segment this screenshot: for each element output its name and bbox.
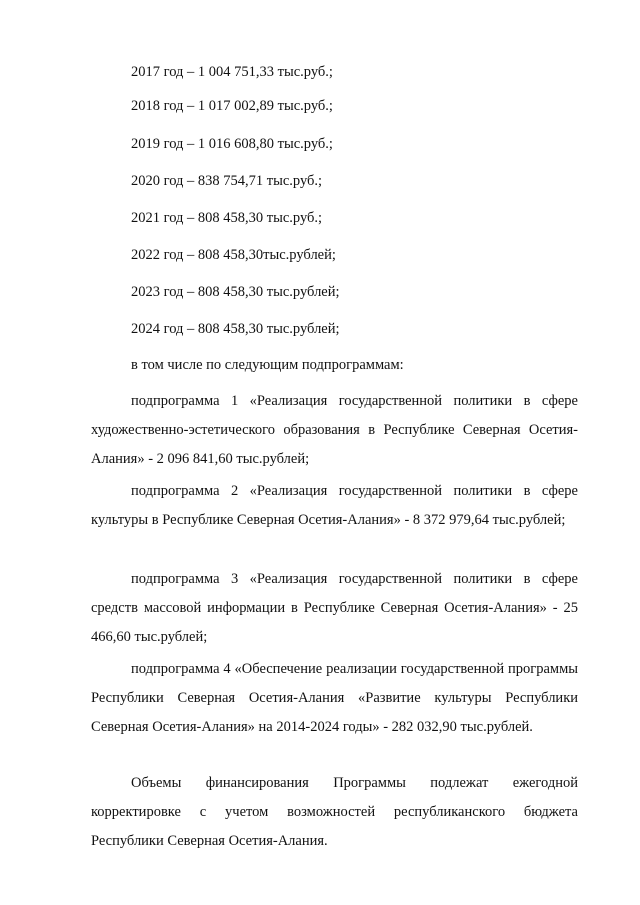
funding-year-2017: 2017 год – 1 004 751,33 тыс.руб.; xyxy=(131,64,333,80)
subprogram-1-paragraph: подпрограмма 1 «Реализация государственной политики в сфере художественно-эстетического образования в Республике Северная Осетия-Алания» - 2 096 841,60 тыс.рублей; xyxy=(91,393,578,467)
subprograms-intro: в том числе по следующим подпрограммам: xyxy=(131,357,404,373)
funding-year-2020: 2020 год – 838 754,71 тыс.руб.; xyxy=(131,173,323,189)
subprogram-2-paragraph: подпрограмма 2 «Реализация государственной политики в сфере культуры в Республике Северная Осетия-Алания» - 8 372 979,64 тыс.рублей; xyxy=(91,483,578,528)
funding-year-2021: 2021 год – 808 458,30 тыс.руб.; xyxy=(131,210,323,226)
funding-year-2024: 2024 год – 808 458,30 тыс.рублей; xyxy=(131,321,340,337)
funding-year-2023: 2023 год – 808 458,30 тыс.рублей; xyxy=(131,284,340,300)
funding-year-2022: 2022 год – 808 458,30тыс.рублей; xyxy=(131,247,336,263)
funding-year-2018: 2018 год – 1 017 002,89 тыс.руб.; xyxy=(131,98,333,114)
closing-paragraph: Объемы финансирования Программы подлежат ежегодной корректировке с учетом возможностей республиканского бюджета Республики Северная Осетия-Алания. xyxy=(91,775,578,849)
subprogram-4-paragraph: подпрограмма 4 «Обеспечение реализации государственной программы Республики Северная Осетия-Алания «Развитие культуры Республики Северная Осетия-Алания» на 2014-2024 годы» - 282 032,90 тыс.рублей. xyxy=(91,661,578,735)
document-page xyxy=(91,0,578,905)
funding-year-2019: 2019 год – 1 016 608,80 тыс.руб.; xyxy=(131,136,333,152)
subprogram-3-paragraph: подпрограмма 3 «Реализация государственной политики в сфере средств массовой информации в Республике Северная Осетия-Алания» - 25 466,60 тыс.рублей; xyxy=(91,571,578,645)
